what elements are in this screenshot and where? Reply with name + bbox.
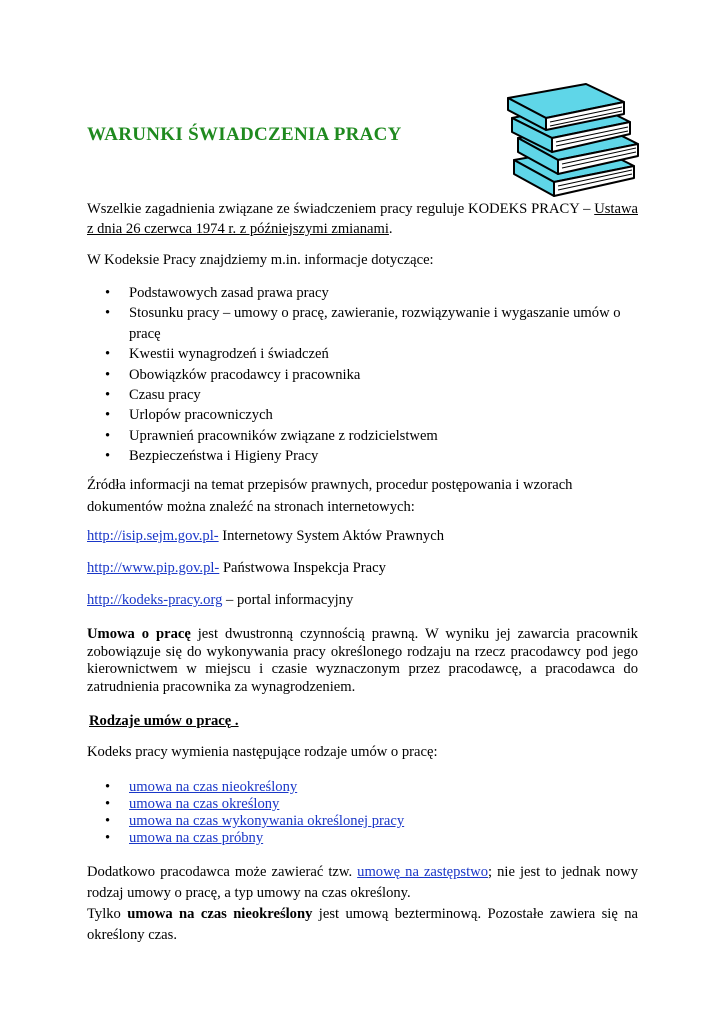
list-item: • Urlopów pracowniczych bbox=[87, 405, 627, 425]
bullet-icon: • bbox=[105, 427, 111, 444]
rodzaje-intro: Kodeks pracy wymienia następujące rodzaje umów o pracę: bbox=[87, 744, 438, 760]
umowa-paragraph: Umowa o pracę jest dwustronną czynnością prawną. W wyniku jej zawarcia pracownik zobowiązuje się do wykonywania pracy określonego rodzaju na rzecz pracodawcy pod jego kierownictwem w miejscu i czasie wyznaczonym przez pracodawcę, a pracodawca do zatrudnienia pracownika za wynagrodzeniem. bbox=[87, 626, 638, 695]
kodeks-pracy-link[interactable]: http://kodeks-pracy.org bbox=[87, 592, 223, 608]
list-item: • Kwestii wynagrodzeń i świadczeń bbox=[87, 344, 627, 364]
intro-end: . bbox=[388, 221, 393, 237]
bullet-icon: • bbox=[105, 779, 111, 795]
bullet-icon: • bbox=[105, 830, 111, 846]
contract-link-nieokreslony[interactable]: umowa na czas nieokreślony bbox=[129, 779, 298, 795]
bullet-icon: • bbox=[105, 407, 111, 424]
source-row: http://isip.sejm.gov.pl- Internetowy System Aktów Prawnych bbox=[87, 528, 444, 544]
bullet-icon: • bbox=[105, 285, 111, 301]
ustawa-link[interactable]: Ustawa z dnia 26 czerwca 1974 r. z późniejszymi zmianami bbox=[87, 201, 638, 237]
topics-list bbox=[87, 283, 627, 467]
list-item: • Stosunku pracy – umowy o pracę, zawieranie, rozwiązywanie i wygaszanie umów o pracę bbox=[105, 305, 621, 342]
list-item bbox=[87, 796, 627, 813]
intro-text: Wszelkie zagadnienia związane ze świadczeniem pracy reguluje KODEKS PRACY – bbox=[87, 201, 595, 217]
umowa-term: Umowa o pracę bbox=[87, 626, 191, 642]
list-item: • Uprawnień pracowników związane z rodzicielstwem bbox=[87, 426, 627, 446]
contract-link-wykonywanie[interactable]: umowa na czas wykonywania określonej pracy bbox=[129, 813, 405, 829]
bezterminowa-term: umowa na czas nieokreślony bbox=[127, 906, 313, 922]
list-item: • Czasu pracy bbox=[87, 385, 627, 405]
bullet-icon: • bbox=[105, 366, 111, 383]
sources-intro: Źródła informacji na temat przepisów prawnych, procedur postępowania i wzorach dokumentów można znaleźć na stronach internetowych: bbox=[87, 477, 573, 515]
rodzaje-heading: Rodzaje umów o pracę . bbox=[89, 713, 239, 729]
list-item bbox=[87, 779, 627, 796]
source-row: http://kodeks-pracy.org – portal informacyjny bbox=[87, 592, 354, 608]
list-item: • Bezpieczeństwa i Higieny Pracy bbox=[87, 446, 627, 466]
kodeks-intro: W Kodeksie Pracy znajdziemy m.in. informacje dotyczące: bbox=[87, 252, 434, 268]
list-item bbox=[87, 830, 627, 847]
intro-paragraph bbox=[87, 199, 638, 239]
contract-link-okreslony[interactable]: umowa na czas określony bbox=[129, 796, 280, 812]
contract-types-list bbox=[87, 779, 627, 847]
source-row: http://www.pip.gov.pl- Państwowa Inspekcja Pracy bbox=[87, 560, 386, 576]
list-item: • Podstawowych zasad prawa pracy bbox=[87, 283, 627, 303]
list-item bbox=[87, 813, 627, 830]
bullet-icon: • bbox=[105, 305, 111, 322]
pip-link[interactable]: http://www.pip.gov.pl- bbox=[87, 560, 220, 576]
isip-link[interactable]: http://isip.sejm.gov.pl- bbox=[87, 528, 219, 544]
tylko-paragraph: Tylko umowa na czas nieokreślony jest umową bezterminową. Pozostałe zawiera się na określony czas. bbox=[87, 906, 638, 943]
bullet-icon: • bbox=[105, 796, 111, 812]
bullet-icon: • bbox=[105, 387, 111, 404]
books-stack-icon bbox=[502, 82, 644, 200]
zastepstwo-link[interactable]: umowę na zastępstwo bbox=[357, 864, 488, 880]
bullet-icon: • bbox=[105, 813, 111, 829]
bullet-icon: • bbox=[105, 346, 111, 363]
dodatkowo-paragraph: Dodatkowo pracodawca może zawierać tzw. umowę na zastępstwo; nie jest to jednak nowy rodzaj umowy o pracę, a typ umowy na czas określony. bbox=[87, 864, 638, 901]
contract-link-probny[interactable]: umowa na czas próbny bbox=[129, 830, 264, 846]
page-title: WARUNKI ŚWIADCZENIA PRACY bbox=[87, 124, 402, 145]
bullet-icon: • bbox=[105, 448, 111, 465]
list-item: • Obowiązków pracodawcy i pracownika bbox=[87, 365, 627, 385]
